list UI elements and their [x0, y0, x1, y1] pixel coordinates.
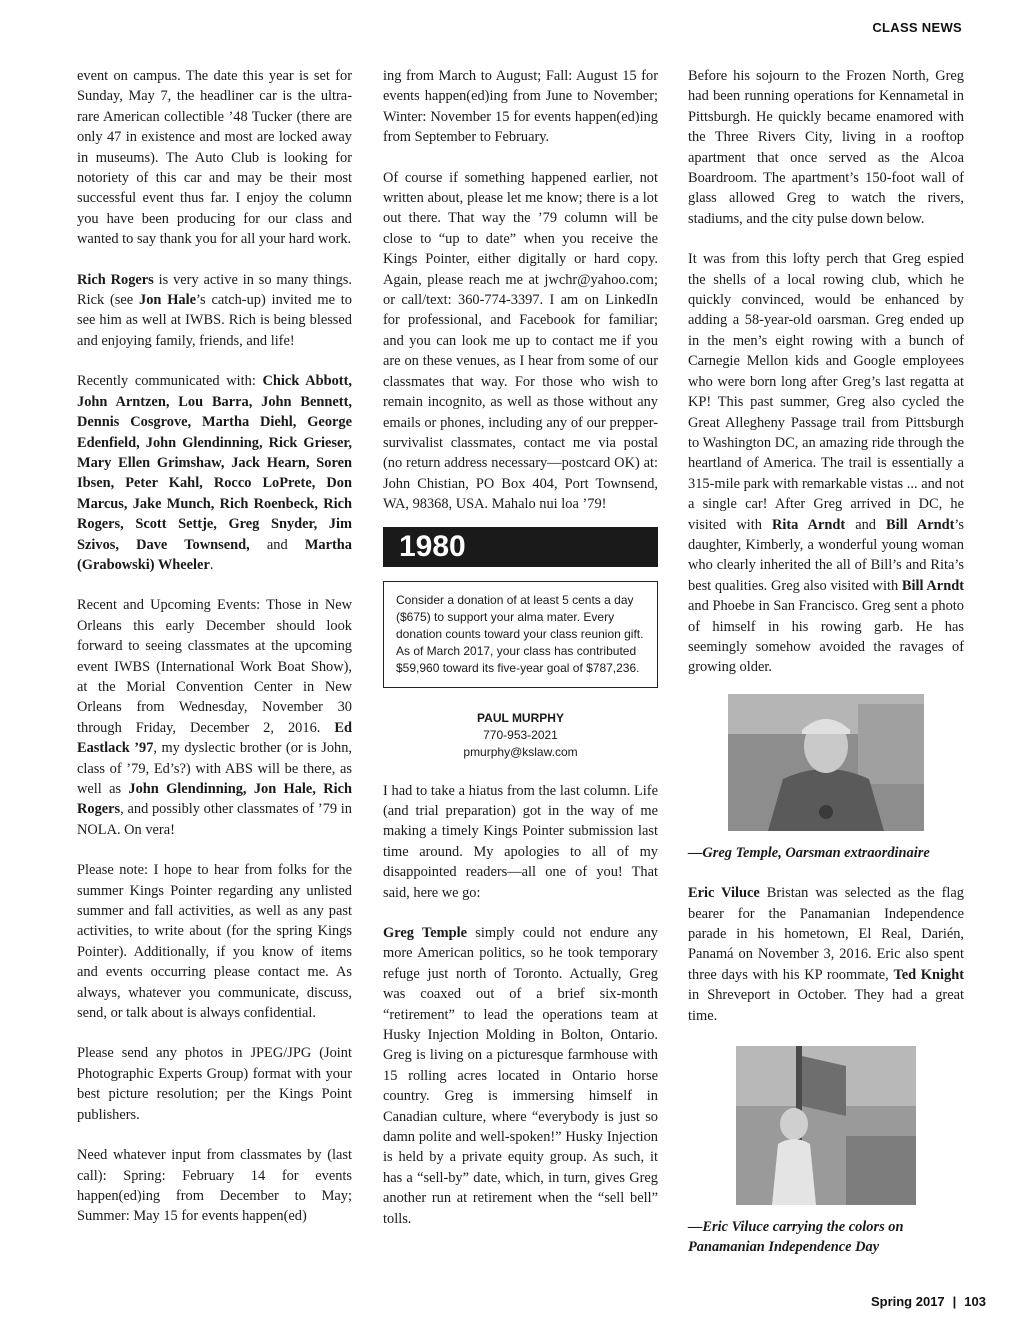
- column-3: [688, 66, 964, 1278]
- column-2: [383, 66, 658, 1249]
- text: Bristan was selected as the flag bearer for the Panamanian Independence parade in his hometown, El Real, Darién, Panamá on November 3, 2016. Eric also spent three days with his KP roommate,: [688, 885, 964, 983]
- paragraph: Of course if something happened earlier, not written about, please let me know; there is a lot out there. That way the ’79 column will be close to “up to date” when you receive the Kings Pointer, either digitally or hard copy. Again, please reach me at jwchr@yahoo.com; or call/text: 360-774-3397. I am on LinkedIn for professional, and Facebook for familiar; and you can look me up to contact me if you are on these venues, as I hear from some of our classmates that way. For those who wish to remain incognito, as well as those without any emails or phones, including any of our prepper-survivalist classmates, contact me via postal (no return address necessary—postcard OK) at: John Chistian, PO Box 404, Port Townsend, WA, 98368, USA. Mahalo nui loa ’79!: [383, 169, 658, 513]
- classmate-name: Bill Arndt: [901, 577, 964, 594]
- classmate-name: Rita Arndt: [772, 516, 846, 533]
- text: , and possibly other classmates of ’79 in NOLA. On vera!: [77, 801, 352, 838]
- text: simply could not endure any more American politics, so he took temporary refuge just north of Toronto. Actually, Greg was coaxed out of a brief six-month “retirement” to lead the operations team at Husky Injection Molding in Bolton, Ontario. Greg is living on a picturesque farmhouse with 15 rolling acres located in Ontario horse country. Greg is immersing himself in Canadian culture, where “everybody is just so damn polite and well-spoken!” Husky Injection is held by a private equity group. As such, it has a “sell-by” date, which, in turn, gives Greg another run at retirement when the “sell bell” tolls.: [383, 924, 659, 1227]
- text: ’s daughter, Kimberly, a wonderful young woman who clearly inherited the all of Bill’s and Rita’s best qualities. Greg also visited with: [688, 516, 965, 594]
- donation-box: Consider a donation of at least 5 cents a day ($675) to support your alma mater. Every donation counts toward your class reunion gift. As of March 2017, your class has contributed $59,960 toward its five-year goal of $787,236.: [383, 581, 658, 688]
- text: is very active in so many things. Rick (see: [77, 271, 352, 309]
- correspondent-email: pmurphy@kslaw.com: [463, 744, 578, 759]
- classmate-names: Chick Abbott, John Arntzen, Lou Barra, John Bennett, Dennis Cosgrove, Martha Diehl, George Edenfield, John Glendinning, Rick Grieser, Mary Ellen Grimshaw, Jack Hearn, Soren Ibsen, Peter Kahl, Rocco LoPrete, Don Marcus, Jake Munch, Rich Roenbeck, Rich Rogers, Scott Settje, Greg Snyder, Jim Szivos, Dave Townsend,: [77, 373, 352, 553]
- text: and Phoebe in San Francisco. Greg sent a photo of himself in his rowing garb. He has seemingly somehow avoided the ravages of growing older.: [688, 598, 964, 676]
- paragraph: event on campus. The date this year is set for Sunday, May 7, the headliner car is the ultra-rare American collectible ’48 Tucker (there are only 47 in existence and most are locked away in museums). The Auto Club is looking for notoriety of this car and may be their most successful event thus far. I enjoy the column you have been producing for our class and wanted to say thank you for all your hard work.: [77, 68, 352, 248]
- photo-caption: —Eric Viluce carrying the colors on Panamanian Independence Day: [688, 1219, 904, 1256]
- issue-label: Spring 2017: [870, 1294, 945, 1309]
- page-number: 103: [964, 1294, 986, 1309]
- footer-separator: |: [952, 1294, 957, 1309]
- class-year-heading: 1980: [383, 527, 658, 567]
- classmate-name: Ed Eastlack ’97: [77, 719, 352, 757]
- text: and: [845, 516, 886, 533]
- paragraph-events: [77, 595, 352, 840]
- classmate-names: John Glendinning, Jon Hale, Rich Rogers: [77, 781, 352, 818]
- classmate-name: Martha (Grabowski) Wheeler: [77, 536, 352, 573]
- paragraph: Please send any photos in JPEG/JPG (Joint Photographic Experts Group) format with your best picture resolution; per the Kings Point publishers.: [77, 1045, 352, 1123]
- photo-eric-viluce: [736, 1046, 916, 1205]
- class-correspondent: [383, 710, 658, 761]
- classmate-name: Rich Rogers: [77, 271, 154, 288]
- paragraph: I had to take a hiatus from the last column. Life (and trial preparation) got in the way of me making a timely Kings Pointer submission last time around. My apologies to all of my disappointed readers—all one of you! That said, here we go:: [383, 782, 658, 901]
- paragraph: Need whatever input from classmates by (last call): Spring: February 14 for events happen(ed)ing from December to May; Summer: May 15 for events happen(ed): [77, 1147, 352, 1225]
- correspondent-name: PAUL MURPHY: [477, 710, 564, 725]
- paragraph-greg-temple: [383, 923, 658, 1229]
- text: and: [249, 536, 305, 553]
- paragraph: Before his sojourn to the Frozen North, Greg had been running operations for Kennametal in Pittsburgh. He quickly became enamored with the Three Rivers City, living in a rooftop apartment that once served as the Alcoa Boardroom. The apartment’s 150-foot wall of glass allowed Greg to watch the rivers, stadiums, and the city pulse down below.: [688, 68, 964, 227]
- paragraph: ing from March to August; Fall: August 15 for events happen(ed)ing from June to November; Winter: November 15 for events happen(ed)ing from September to February.: [383, 68, 658, 146]
- column-1: [77, 66, 352, 1247]
- classmate-name: Jon Hale: [139, 292, 197, 309]
- section-header: CLASS NEWS: [872, 20, 962, 35]
- correspondent-phone: 770-953-2021: [483, 727, 558, 742]
- photo-greg-temple: [728, 694, 924, 831]
- classmate-name: Bill Arndt: [886, 516, 955, 533]
- classmate-name: Ted Knight: [893, 966, 964, 983]
- classmate-name: Eric Viluce: [688, 885, 760, 902]
- text: in Shreveport in October. They had a great time.: [688, 987, 964, 1024]
- text: Recent and Upcoming Events: Those in New Orleans this early December should look forward to seeing classmates at the upcoming event IWBS (International Work Boat Show), at the Morial Convention Center in New Orleans from Wednesday, November 30 through Friday, December 2, 2016.: [77, 597, 352, 736]
- classmate-name: Greg Temple: [383, 924, 467, 941]
- paragraph-eric-viluce: [688, 883, 964, 1026]
- text: ’s catch-up) invited me to see him as well at IWBS. Rich is being blessed and enjoying family, friends, and life!: [77, 292, 352, 349]
- page-footer: [871, 1294, 986, 1309]
- paragraph: Please note: I hope to hear from folks for the summer Kings Pointer regarding any unlisted summer and fall activities, as well as any past activities, to write about (for the spring Kings Pointer). Additionally, if you know of items and events occurring please contact me. As always, whatever you communicate, discuss, send, or talk about is always confidential.: [77, 862, 352, 1022]
- paragraph-communicated: [77, 371, 352, 575]
- text: Recently communicated with:: [77, 373, 263, 390]
- text: , my dyslectic brother (or is John, class of ’79, Ed’s?) with ABS will be there, as well as: [77, 740, 353, 797]
- text: It was from this lofty perch that Greg espied the shells of a local rowing club, which he quickly convinced, would be enhanced by adding a 58-year-old oarsman. Greg ended up in the men’s eight rowing with a bunch of Carnegie Mellon kids and Google employees who were born long after Greg’s last regatta at KP! This past summer, Greg also cycled the Great Allegheny Passage trail from Pittsburgh to Washington DC, an amazing ride through the heartland of America. The trail is essentially a 315-mile park with remarkable vistas ... and not a single car! After Greg arrived in DC, he visited with: [688, 251, 964, 533]
- photo-caption: —Greg Temple, Oarsman extraordinaire: [688, 844, 930, 861]
- text: .: [209, 556, 214, 573]
- paragraph-greg-rowing: [688, 249, 964, 678]
- paragraph-rich-rogers: [77, 270, 352, 352]
